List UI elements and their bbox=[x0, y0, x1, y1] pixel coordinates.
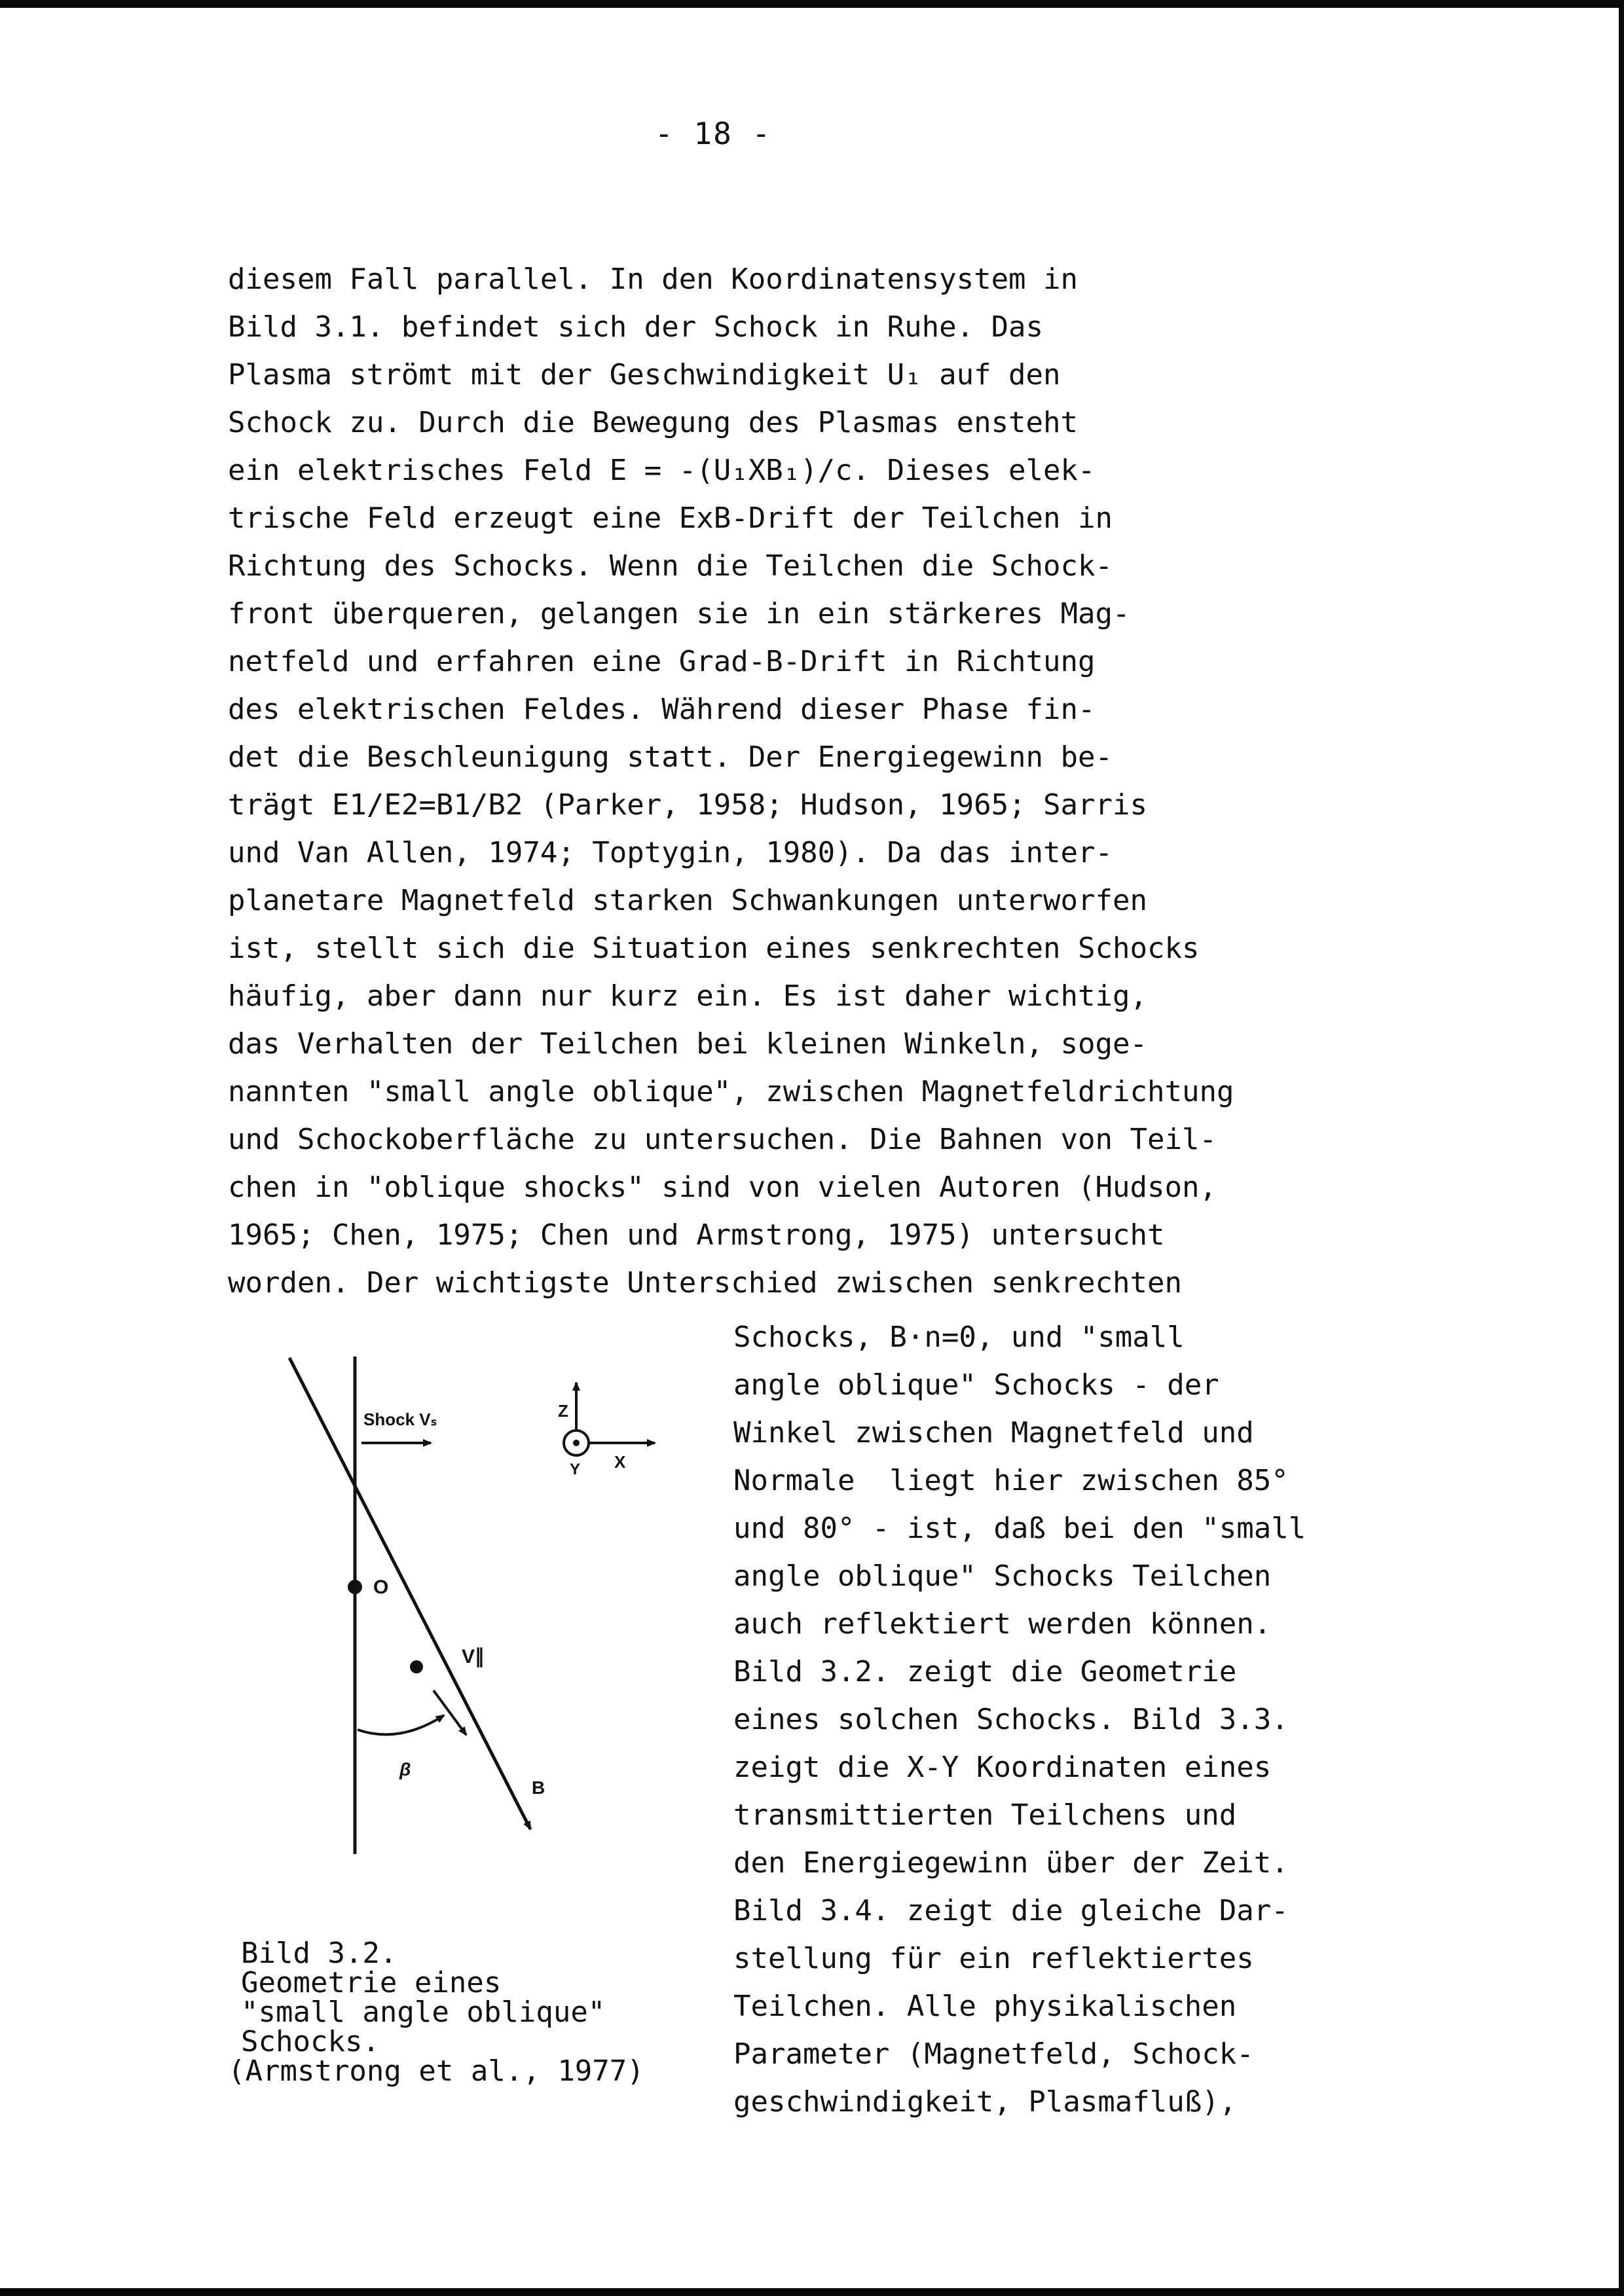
page-number: - 18 - bbox=[655, 116, 772, 151]
body-line: diesem Fall parallel. In den Koordinatensystem in bbox=[228, 263, 1079, 296]
body-line: und Van Allen, 1974; Toptygin, 1980). Da das inter- bbox=[228, 836, 1113, 869]
body-line: det die Beschleunigung statt. Der Energiegewinn be- bbox=[228, 740, 1113, 774]
body-line: trägt E1/E2=B1/B2 (Parker, 1958; Hudson, 1965; Sarris bbox=[228, 788, 1147, 822]
right-column-line: eines solchen Schocks. Bild 3.3. bbox=[733, 1703, 1289, 1736]
b-field-label: B bbox=[532, 1777, 545, 1798]
body-line: Richtung des Schocks. Wenn die Teilchen die Schock- bbox=[228, 549, 1113, 583]
figure-caption-line: Schocks. bbox=[241, 2025, 380, 2058]
body-line: netfeld und erfahren eine Grad-B-Drift in Richtung bbox=[228, 645, 1096, 678]
right-column-line: angle oblique" Schocks - der bbox=[733, 1368, 1219, 1402]
z-axis-label: Z bbox=[558, 1401, 568, 1421]
x-axis-label: X bbox=[614, 1452, 626, 1472]
origin-point bbox=[348, 1580, 362, 1594]
right-column-line: angle oblique" Schocks Teilchen bbox=[733, 1559, 1272, 1593]
right-column-line: Normale liegt hier zwischen 85° bbox=[733, 1464, 1289, 1497]
shock-velocity-label: Shock Vₛ bbox=[363, 1410, 437, 1429]
figure-caption-line: "small angle oblique" bbox=[241, 1995, 606, 2029]
right-column-line: stellung für ein reflektiertes bbox=[733, 1942, 1254, 1975]
figure-caption-line: Bild 3.2. bbox=[241, 1937, 397, 1970]
y-axis-label: Y bbox=[570, 1461, 581, 1478]
parallel-velocity-label: V∥ bbox=[462, 1646, 485, 1667]
body-line: chen in "oblique shocks" sind von vielen Autoren (Hudson, bbox=[228, 1171, 1217, 1204]
right-column-line: Schocks, B·n=0, und "small bbox=[733, 1321, 1185, 1354]
right-column-line: auch reflektiert werden können. bbox=[733, 1607, 1272, 1641]
right-column-line: Bild 3.4. zeigt die gleiche Dar- bbox=[733, 1894, 1289, 1927]
body-line: worden. Der wichtigste Unterschied zwischen senkrechten bbox=[228, 1266, 1182, 1300]
body-line: Schock zu. Durch die Bewegung des Plasmas ensteht bbox=[228, 406, 1079, 439]
right-column-line: zeigt die X-Y Koordinaten eines bbox=[733, 1751, 1272, 1784]
angle-beta-arc bbox=[358, 1715, 444, 1734]
body-line: Plasma strömt mit der Geschwindigkeit U₁ auf den bbox=[228, 358, 1061, 392]
body-line: Bild 3.1. befindet sich der Schock in Ruhe. Das bbox=[228, 310, 1044, 344]
right-column-line: Parameter (Magnetfeld, Schock- bbox=[733, 2037, 1254, 2071]
right-column-line: Teilchen. Alle physikalischen bbox=[733, 1990, 1237, 2023]
body-line: des elektrischen Feldes. Während dieser Phase fin- bbox=[228, 693, 1096, 726]
right-column-line: und 80° - ist, daß bei den "small bbox=[733, 1512, 1306, 1545]
body-line: ein elektrisches Feld E = -(U₁XB₁)/c. Dieses elek- bbox=[228, 454, 1096, 487]
figure-caption-line: Geometrie eines bbox=[241, 1966, 502, 1999]
body-line: häufig, aber dann nur kurz ein. Es ist daher wichtig, bbox=[228, 979, 1147, 1013]
body-line: trische Feld erzeugt eine ExB-Drift der Teilchen in bbox=[228, 501, 1113, 535]
body-line: planetare Magnetfeld starken Schwankungen unterworfen bbox=[228, 884, 1147, 917]
particle-point bbox=[410, 1660, 423, 1673]
right-column-line: geschwindigkeit, Plasmafluß), bbox=[733, 2085, 1237, 2119]
origin-label: O bbox=[373, 1576, 389, 1598]
right-column-line: transmittierten Teilchens und bbox=[733, 1798, 1237, 1832]
right-column-line: Bild 3.2. zeigt die Geometrie bbox=[733, 1655, 1237, 1688]
right-column-line: Winkel zwischen Magnetfeld und bbox=[733, 1416, 1254, 1449]
right-column-line: den Energiegewinn über der Zeit. bbox=[733, 1846, 1289, 1880]
body-line: front überqueren, gelangen sie in ein stärkeres Mag- bbox=[228, 597, 1130, 630]
angle-beta-label: β bbox=[399, 1759, 411, 1779]
body-line: das Verhalten der Teilchen bei kleinen Winkeln, soge- bbox=[228, 1027, 1147, 1061]
body-line: und Schockoberfläche zu untersuchen. Die Bahnen von Teil- bbox=[228, 1123, 1217, 1156]
body-line: 1965; Chen, 1975; Chen und Armstrong, 1975) untersucht bbox=[228, 1218, 1165, 1252]
body-line: nannten "small angle oblique", zwischen Magnetfeldrichtung bbox=[228, 1075, 1234, 1108]
shock-geometry-figure bbox=[236, 1343, 694, 1867]
body-line: ist, stellt sich die Situation eines senkrechten Schocks bbox=[228, 932, 1200, 965]
figure-caption-line: (Armstrong et al., 1977) bbox=[228, 2054, 644, 2088]
y-axis-dot-icon bbox=[573, 1440, 580, 1446]
